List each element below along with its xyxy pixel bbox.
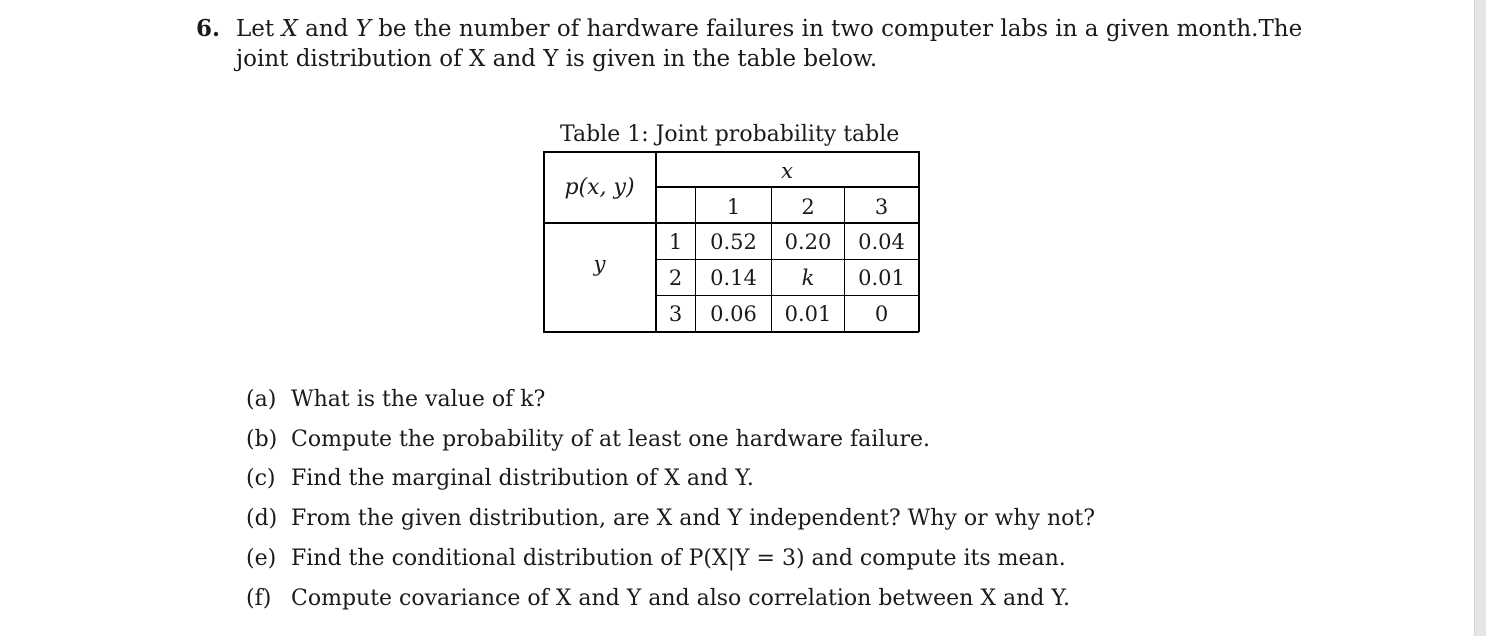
table-caption: Table 1: Joint probability table <box>560 122 900 147</box>
table-cell: 0.52 <box>710 230 757 254</box>
table-cell: 0 <box>874 302 889 326</box>
subquestion-text: Find the marginal distribution of X and Y. <box>291 466 754 491</box>
table-cell: 0.06 <box>710 302 757 326</box>
scrollbar-track[interactable] <box>1474 0 1486 636</box>
y-value: 2 <box>668 266 683 290</box>
scrollbar-edge <box>1474 0 1475 636</box>
question-text-part: and <box>297 16 356 42</box>
subquestion-label: (f) <box>246 586 272 611</box>
table-rule <box>543 222 919 224</box>
x-value: 3 <box>874 195 889 219</box>
question-text-part: Let <box>236 16 282 42</box>
question-text-line-2: joint distribution of X and Y is given in the table below. <box>236 46 878 72</box>
table-cell: 0.20 <box>784 230 832 254</box>
question-text-part: be the number of hardware failures in two computer labs in a given month.The <box>370 16 1303 42</box>
subquestion-text: Compute the probability of at least one hardware failure. <box>291 427 931 452</box>
x-value: 1 <box>726 195 741 219</box>
table-cell: 0.01 <box>784 302 832 326</box>
y-axis-label: y <box>593 252 606 276</box>
question-number: 6. <box>196 15 221 42</box>
table-cell: 0.04 <box>858 230 905 254</box>
table-rule <box>918 151 920 332</box>
subquestion-text: Compute covariance of X and Y and also correlation between X and Y. <box>291 586 1071 611</box>
variable-y: Y <box>355 16 371 42</box>
subquestion-text: From the given distribution, are X and Y independent? Why or why not? <box>291 506 1096 531</box>
subquestion-f <box>246 584 1070 614</box>
subquestion-label: (e) <box>246 546 277 571</box>
table-cell: k <box>801 266 815 290</box>
table-rule <box>543 331 919 333</box>
subquestion-c <box>246 464 754 494</box>
x-value: 2 <box>801 195 815 219</box>
subquestion-text: Find the conditional distribution of P(X|Y = 3) and compute its mean. <box>291 546 1066 571</box>
y-value: 3 <box>668 302 683 326</box>
table-rule <box>543 151 919 153</box>
subquestion-b <box>246 425 930 455</box>
corner-label: p(x, y) <box>564 175 635 200</box>
subquestion-label: (a) <box>246 387 277 412</box>
x-axis-label: x <box>781 159 793 183</box>
subquestion-d <box>246 504 1095 534</box>
y-value: 1 <box>668 230 683 254</box>
subquestion-e <box>246 544 1066 574</box>
subquestion-a <box>246 385 545 415</box>
subquestion-label: (b) <box>246 427 278 452</box>
variable-x: X <box>281 16 298 42</box>
table-cell: 0.01 <box>858 266 905 290</box>
subquestion-text: What is the value of k? <box>291 387 546 412</box>
subquestion-label: (d) <box>246 506 278 531</box>
table-cell: 0.14 <box>710 266 757 290</box>
subquestion-label: (c) <box>246 466 276 491</box>
